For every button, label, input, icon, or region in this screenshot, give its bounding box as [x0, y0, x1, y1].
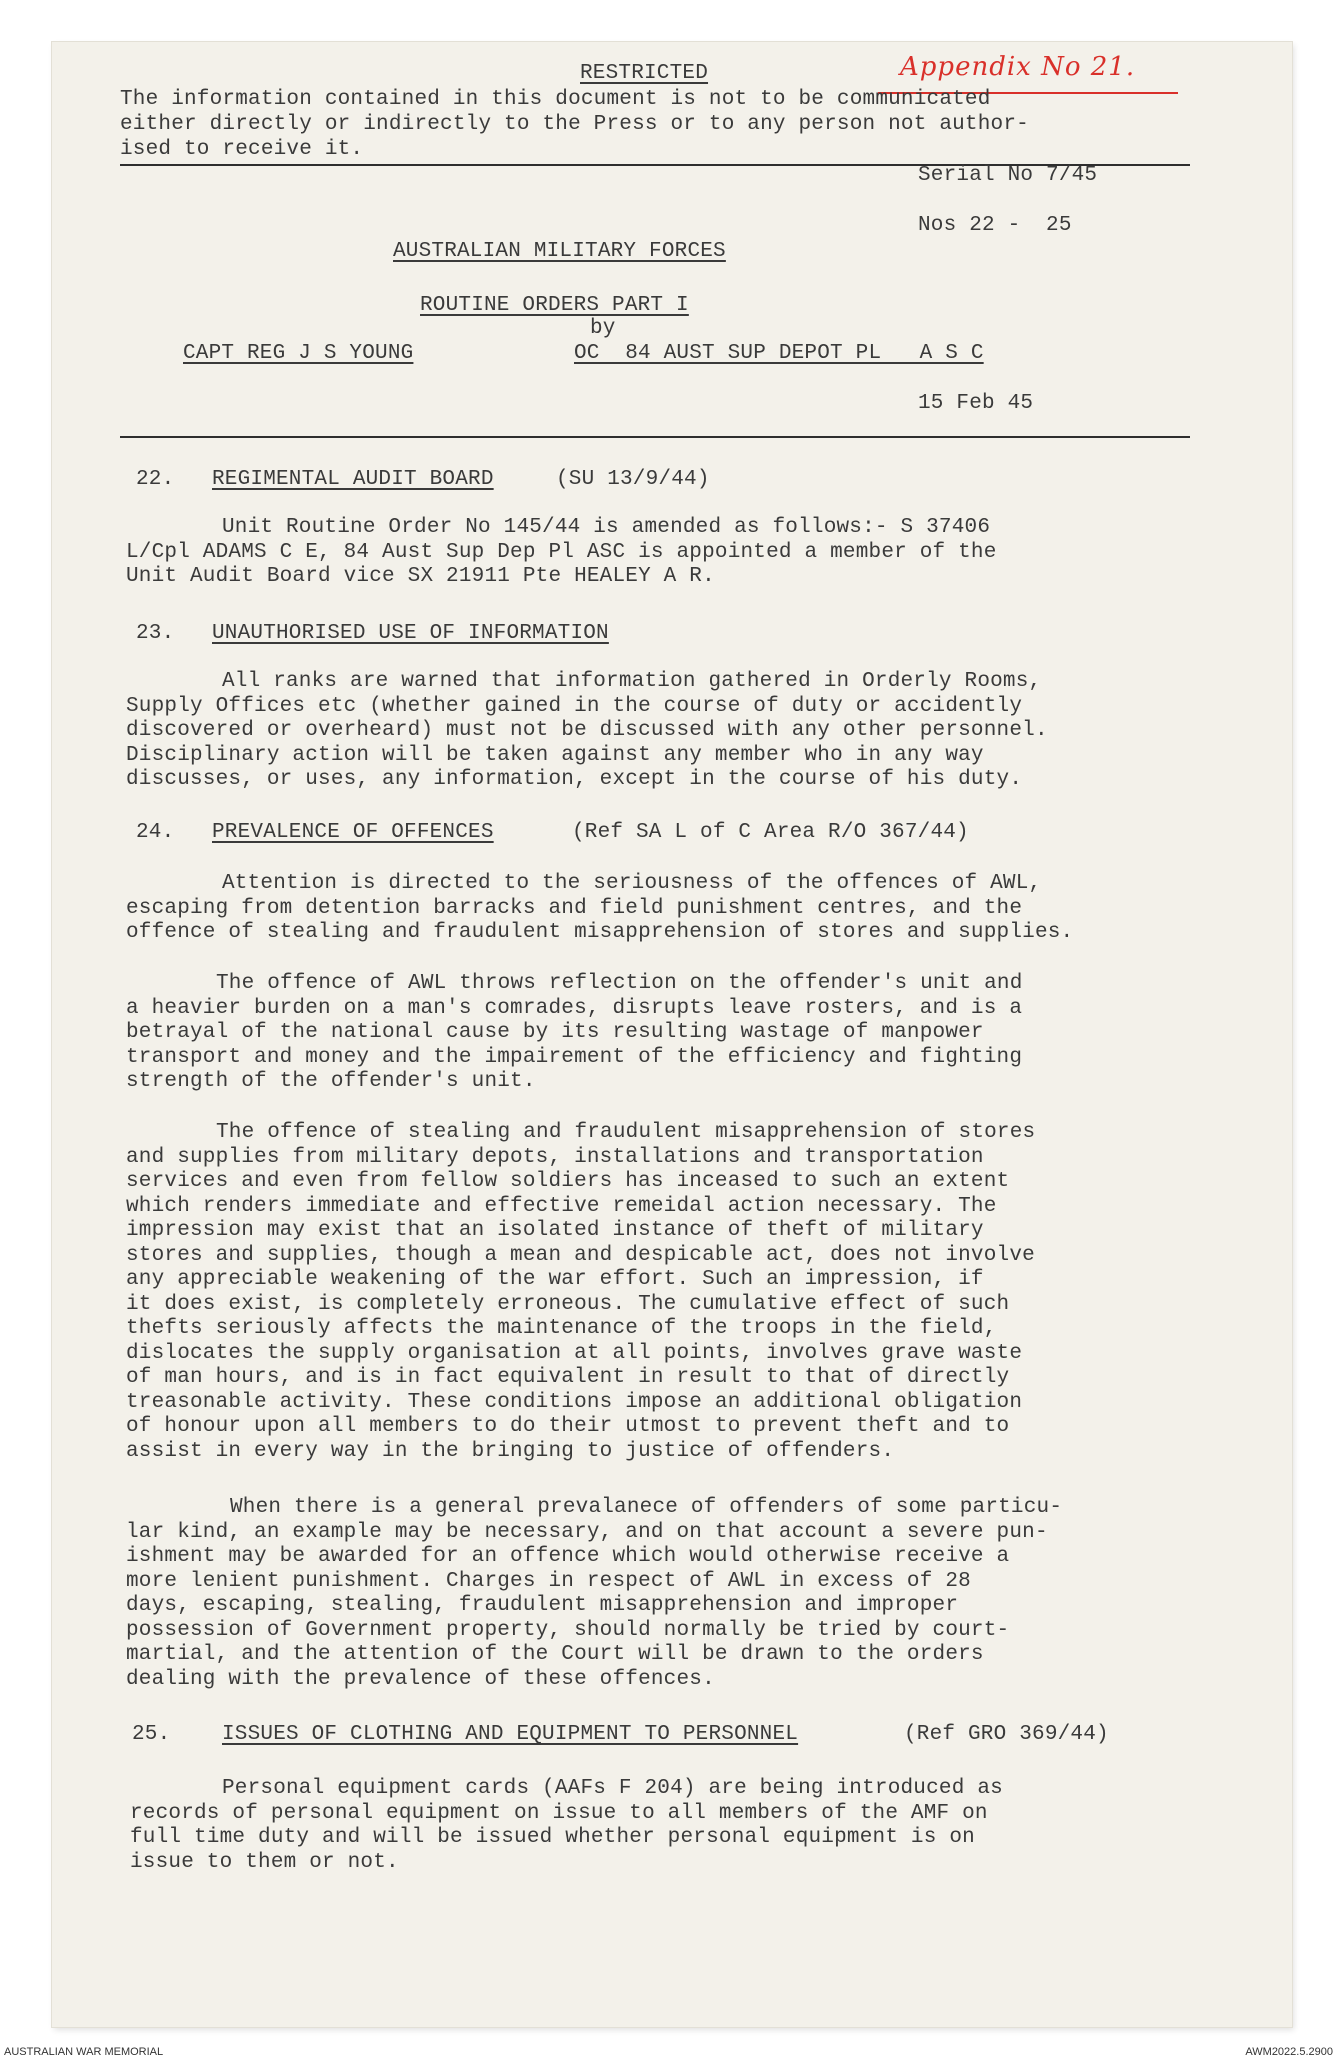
order-paragraph: Unit Routine Order No 145/44 is amended as follows:- S 37406 L/Cpl ADAMS C E, 84 Aust Sup Dep Pl ASC is appointed a member of the Unit Audit Board vice SX 21911 Pte HEALEY A R.	[126, 516, 997, 588]
order-number: 24.	[136, 821, 175, 844]
order-title: REGIMENTAL AUDIT BOARD	[212, 468, 494, 491]
order-paragraph: The offence of AWL throws reflection on the offender's unit and a heavier burden on a man's comrades, disrupts leave rosters, and is a betrayal of the national cause by its resulting wastage of manpower transport and money and the impairement of the efficiency and fighting strength of the offender's unit.	[126, 972, 1023, 1093]
handwritten-annotation: Appendix No 21.	[900, 52, 1136, 82]
header-divider-bottom	[120, 436, 1190, 438]
restriction-notice-line-2: either directly or indirectly to the Press or to any person not author-	[120, 113, 1029, 136]
restriction-notice-line-3: ised to receive it.	[120, 138, 364, 161]
order-reference: (SU 13/9/44)	[556, 468, 710, 491]
order-paragraph: All ranks are warned that information gathered in Orderly Rooms, Supply Offices etc (whether gained in the course of duty or accidently discovered or overheard) must not be discussed with any other personnel. Disciplinary action will be taken against any member who in any way discusses, or uses, any information, except in the course of his duty.	[126, 670, 1048, 791]
order-number: 23.	[136, 622, 175, 645]
order-paragraph: When there is a general prevalanece of offenders of some particu- lar kind, an example may be necessary, and on that account a severe pun- ishment may be awarded for an offence which would otherwise receive a more lenient punishment. Charges in respect of AWL in excess of 28 days, escaping, stealing, fraudulent misapprehension and improper possession of Government property, should normally be tried by court- martial, and the attention of the Court will be drawn to the orders dealing with the prevalence of these offences.	[126, 1496, 1063, 1691]
issuing-unit: OC 84 AUST SUP DEPOT PL A S C	[574, 342, 984, 365]
restriction-notice-line-1: The information contained in this document is not to be communicated	[120, 88, 991, 111]
order-paragraph: Attention is directed to the seriousness of the offences of AWL, escaping from detention barracks and field punishment centres, and the offence of stealing and fraudulent misapprehension of stores and supplies.	[126, 872, 1074, 944]
order-title: ISSUES OF CLOTHING AND EQUIPMENT TO PERSONNEL	[222, 1723, 799, 1746]
serial-number: Serial No 7/45	[918, 164, 1098, 187]
order-number: 25.	[132, 1723, 171, 1746]
footer-credit: AUSTRALIAN WAR MEMORIAL	[4, 2046, 164, 2058]
footer-catalogue-number: AWM2022.5.2900	[1245, 2046, 1333, 2058]
order-date: 15 Feb 45	[918, 392, 1034, 415]
order-title: UNAUTHORISED USE OF INFORMATION	[212, 622, 609, 645]
order-reference: (Ref GRO 369/44)	[904, 1723, 1109, 1746]
orders-title: ROUTINE ORDERS PART I	[420, 294, 689, 317]
order-title: PREVALENCE OF OFFENCES	[212, 821, 494, 844]
order-paragraph: The offence of stealing and fraudulent misapprehension of stores and supplies from military depots, installations and transportation services and even from fellow soldiers has inceased to such an extent which renders immediate and effective remeidal action necessary. The impression may exist that an isolated instance of theft of military stores and supplies, though a mean and despicable act, does not involve any appreciable weakening of the war effort. Such an impression, if it does exist, is completely erroneous. The cumulative effect of such thefts seriously affects the maintenance of the troops in the field, dislocates the supply organisation at all points, involves grave waste of man hours, and is in fact equivalent in result to that of directly treasonable activity. These conditions impose an additional obligation of honour upon all members to do their utmost to prevent theft and to assist in every way in the bringing to justice of offenders.	[126, 1121, 1036, 1463]
order-paragraph: Personal equipment cards (AAFs F 204) are being introduced as records of personal equipment on issue to all members of the AMF on full time duty and will be issued whether personal equipment is on issue to them or not.	[130, 1777, 1003, 1874]
classification-heading: RESTRICTED	[580, 62, 709, 85]
order-reference: (Ref SA L of C Area R/O 367/44)	[572, 821, 969, 844]
order-numbers: Nos 22 - 25	[918, 214, 1072, 237]
organisation-title: AUSTRALIAN MILITARY FORCES	[393, 240, 726, 263]
issuing-officer: CAPT REG J S YOUNG	[183, 342, 414, 365]
order-number: 22.	[136, 468, 175, 491]
by-label: by	[590, 317, 616, 340]
